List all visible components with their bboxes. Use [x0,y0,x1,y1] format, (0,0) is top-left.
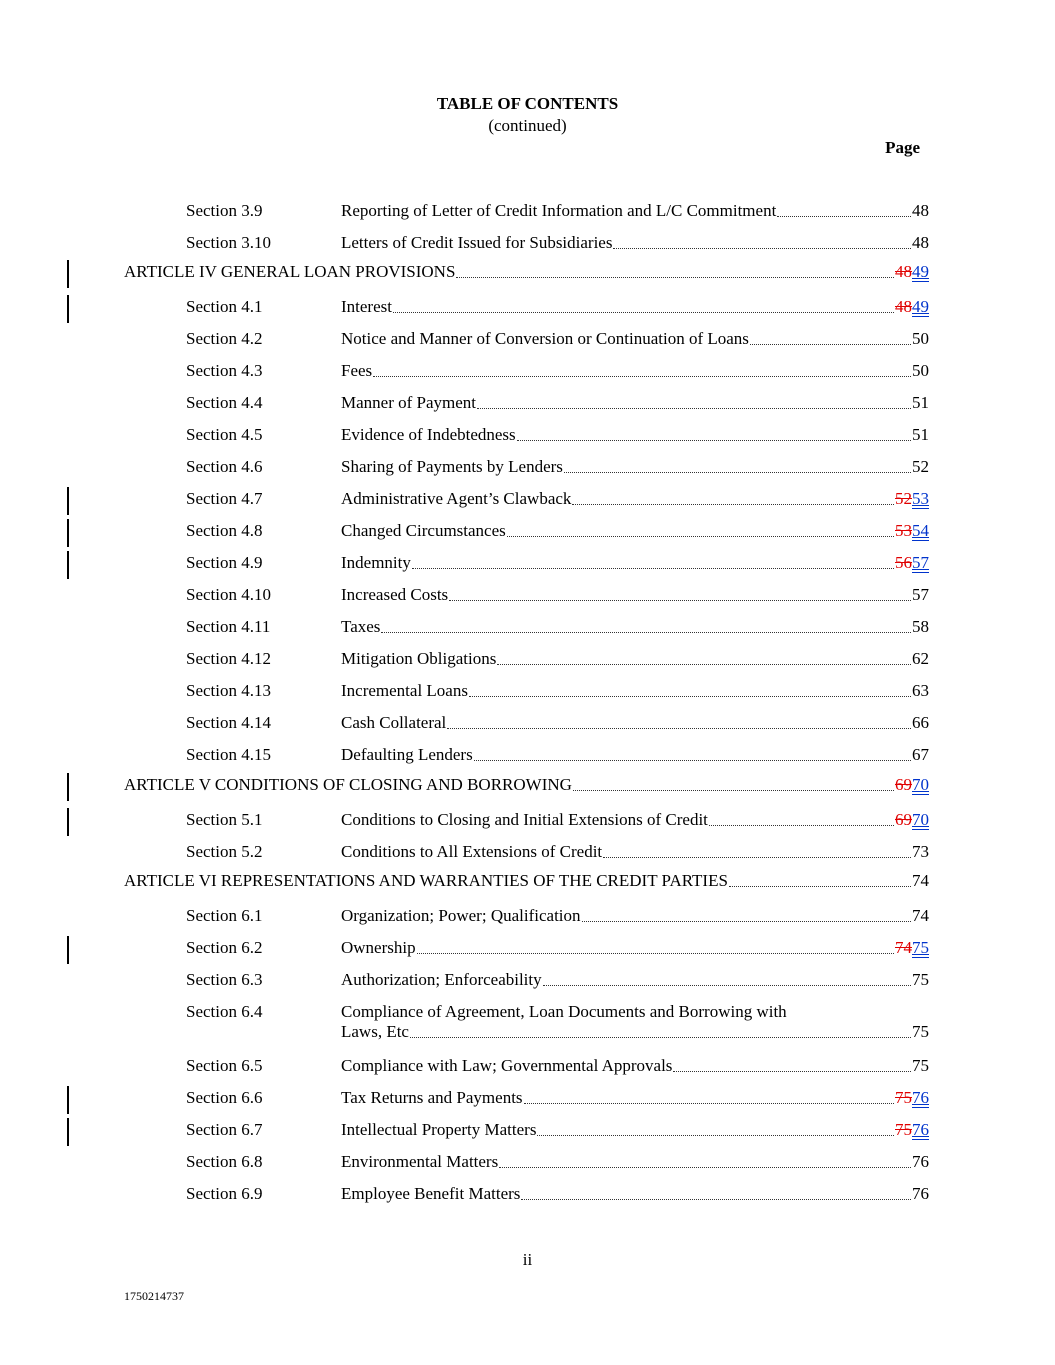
section-number: Section 4.8 [186,521,263,540]
toc-entry[interactable] [0,521,1055,545]
section-title-line-2: Laws, Etc [341,1022,409,1041]
section-number: Section 4.10 [186,585,271,604]
toc-entry[interactable] [0,649,1055,673]
dot-leader [497,663,911,665]
section-number: Section 4.12 [186,649,271,668]
document-id: 1750214737 [124,1289,184,1303]
dot-leader [447,727,911,729]
section-number: Section 4.5 [186,425,263,444]
page-number: 52 [912,457,929,476]
dot-leader [543,984,911,986]
section-number: Section 4.7 [186,489,263,508]
section-title: Interest [341,297,392,316]
section-title: Conditions to Closing and Initial Extensions of Credit [341,810,708,829]
section-number: Section 5.1 [186,810,263,829]
toc-entry[interactable] [0,938,1055,962]
section-title: Administrative Agent’s Clawback [341,489,572,508]
section-title: Tax Returns and Payments [341,1088,523,1107]
dot-leader [393,311,894,313]
section-number: Section 4.11 [186,617,271,636]
section-number: Section 6.3 [186,970,263,989]
section-title: Notice and Manner of Conversion or Continuation of Loans [341,329,749,348]
toc-entry[interactable] [0,297,1055,321]
toc-entry[interactable] [0,201,1055,225]
toc-entry[interactable] [0,585,1055,609]
dot-leader [572,503,894,505]
toc-article-entry[interactable] [0,775,1055,799]
section-title: Compliance with Law; Governmental Approvals [341,1056,673,1075]
section-title: Increased Costs [341,585,449,604]
toc-entry[interactable] [0,1152,1055,1176]
page-number: 76 [912,1152,929,1171]
page-column-label: Page [885,138,920,157]
section-number: Section 4.3 [186,361,263,380]
page-number: 76 [912,1184,929,1203]
page-number: 48 [912,233,929,252]
dot-leader [777,215,911,217]
section-title: Reporting of Letter of Credit Information and L/C Commitment [341,201,777,220]
section-title: Mitigation Obligations [341,649,497,668]
toc-entry[interactable] [0,970,1055,994]
dot-leader [456,276,894,278]
toc-entry[interactable] [0,1002,1055,1044]
dot-leader [412,567,894,569]
toc-entry[interactable] [0,361,1055,385]
section-number: Section 4.9 [186,553,263,572]
section-number: Section 6.7 [186,1120,263,1139]
article-title: ARTICLE VI REPRESENTATIONS AND WARRANTIES OF THE CREDIT PARTIES [124,871,728,890]
section-number: Section 3.10 [186,233,271,252]
section-number: Section 3.9 [186,201,263,220]
section-title: Authorization; Enforceability [341,970,542,989]
deleted-page-number: 69 [895,775,912,794]
dot-leader [582,920,911,922]
change-bar [67,519,69,547]
section-title: Fees [341,361,373,380]
toc-title: TABLE OF CONTENTS [436,94,619,113]
dot-leader [573,789,894,791]
toc-entry[interactable] [0,842,1055,866]
dot-leader [410,1036,911,1038]
dot-leader [709,824,894,826]
section-number: Section 6.1 [186,906,263,925]
dot-leader [499,1166,911,1168]
dot-leader [449,599,911,601]
section-number: Section 6.8 [186,1152,263,1171]
toc-entry[interactable] [0,457,1055,481]
dot-leader [417,952,894,954]
deleted-page-number: 75 [895,1120,912,1139]
section-number: Section 5.2 [186,842,263,861]
deleted-page-number: 48 [895,262,912,281]
change-bar [67,1118,69,1146]
deleted-page-number: 75 [895,1088,912,1107]
dot-leader [729,885,911,887]
section-title: Employee Benefit Matters [341,1184,521,1203]
dot-leader [474,759,911,761]
toc-entry[interactable] [0,745,1055,769]
dot-leader [381,631,911,633]
dot-leader [524,1102,894,1104]
inserted-page-number: 49 [912,297,929,316]
section-number: Section 4.13 [186,681,271,700]
inserted-page-number: 54 [912,521,929,540]
toc-article-entry[interactable] [0,262,1055,286]
dot-leader [750,343,911,345]
deleted-page-number: 52 [895,489,912,508]
dot-leader [613,247,911,249]
toc-entry[interactable] [0,489,1055,513]
section-title: Intellectual Property Matters [341,1120,537,1139]
page-number: 63 [912,681,929,700]
toc-entry[interactable] [0,1120,1055,1144]
toc-entry[interactable] [0,1184,1055,1208]
section-title: Cash Collateral [341,713,447,732]
dot-leader [564,471,911,473]
footer-page-number: ii [522,1250,533,1269]
inserted-page-number: 76 [912,1088,929,1107]
page-number: 75 [912,1022,929,1041]
deleted-page-number: 69 [895,810,912,829]
page-number: 67 [912,745,929,764]
toc-entry[interactable] [0,713,1055,737]
dot-leader [537,1134,894,1136]
section-number: Section 4.6 [186,457,263,476]
section-title: Conditions to All Extensions of Credit [341,842,603,861]
toc-entry[interactable] [0,810,1055,834]
toc-entry[interactable] [0,1056,1055,1080]
inserted-page-number: 49 [912,262,929,281]
change-bar [67,487,69,515]
page-number: 74 [912,906,929,925]
section-title: Changed Circumstances [341,521,506,540]
section-title: Indemnity [341,553,411,572]
deleted-page-number: 53 [895,521,912,540]
toc-entry[interactable] [0,329,1055,353]
toc-entry[interactable] [0,1088,1055,1112]
dot-leader [673,1070,911,1072]
dot-leader [477,407,911,409]
section-title-line-1: Compliance of Agreement, Loan Documents and Borrowing with [341,1002,787,1021]
dot-leader [521,1198,911,1200]
deleted-page-number: 74 [895,938,912,957]
toc-article-entry[interactable] [0,871,1055,895]
section-number: Section 6.5 [186,1056,263,1075]
deleted-page-number: 48 [895,297,912,316]
article-title: ARTICLE V CONDITIONS OF CLOSING AND BORROWING [124,775,572,794]
inserted-page-number: 75 [912,938,929,957]
change-bar [67,936,69,964]
dot-leader [469,695,911,697]
section-title: Organization; Power; Qualification [341,906,581,925]
section-title: Incremental Loans [341,681,468,700]
inserted-page-number: 70 [912,775,929,794]
dot-leader [517,439,911,441]
toc-entry[interactable] [0,553,1055,577]
section-title: Evidence of Indebtedness [341,425,516,444]
section-title: Environmental Matters [341,1152,499,1171]
dot-leader [373,375,911,377]
article-title: ARTICLE IV GENERAL LOAN PROVISIONS [124,262,456,281]
toc-entry[interactable] [0,425,1055,449]
section-title: Sharing of Payments by Lenders [341,457,563,476]
section-title: Taxes [341,617,381,636]
page-number: 74 [912,871,929,890]
page-number: 57 [912,585,929,604]
page-number: 75 [912,1056,929,1075]
section-number: Section 6.9 [186,1184,263,1203]
page-number: 50 [912,329,929,348]
inserted-page-number: 53 [912,489,929,508]
toc-entry[interactable] [0,393,1055,417]
page-number: 62 [912,649,929,668]
page-number: 66 [912,713,929,732]
page-number: 48 [912,201,929,220]
section-number: Section 4.4 [186,393,263,412]
deleted-page-number: 56 [895,553,912,572]
change-bar [67,260,69,288]
toc-entry[interactable] [0,233,1055,257]
toc-subtitle: (continued) [488,116,567,135]
change-bar [67,773,69,801]
section-number: Section 4.15 [186,745,271,764]
section-number: Section 4.14 [186,713,271,732]
change-bar [67,551,69,579]
inserted-page-number: 76 [912,1120,929,1139]
page-number: 73 [912,842,929,861]
section-number: Section 6.6 [186,1088,263,1107]
section-number: Section 6.2 [186,938,263,957]
inserted-page-number: 70 [912,810,929,829]
toc-entry[interactable] [0,906,1055,930]
page-number: 51 [912,393,929,412]
section-title: Ownership [341,938,416,957]
page-number: 50 [912,361,929,380]
change-bar [67,1086,69,1114]
dot-leader [603,856,911,858]
toc-entry[interactable] [0,617,1055,641]
section-title: Letters of Credit Issued for Subsidiaries [341,233,613,252]
section-number: Section 6.4 [186,1002,263,1021]
section-title: Manner of Payment [341,393,477,412]
page-number: 75 [912,970,929,989]
section-number: Section 4.1 [186,297,263,316]
section-title: Defaulting Lenders [341,745,473,764]
page-number: 58 [912,617,929,636]
change-bar [67,295,69,323]
page-number: 51 [912,425,929,444]
inserted-page-number: 57 [912,553,929,572]
dot-leader [507,535,894,537]
section-number: Section 4.2 [186,329,263,348]
change-bar [67,808,69,836]
toc-entry[interactable] [0,681,1055,705]
